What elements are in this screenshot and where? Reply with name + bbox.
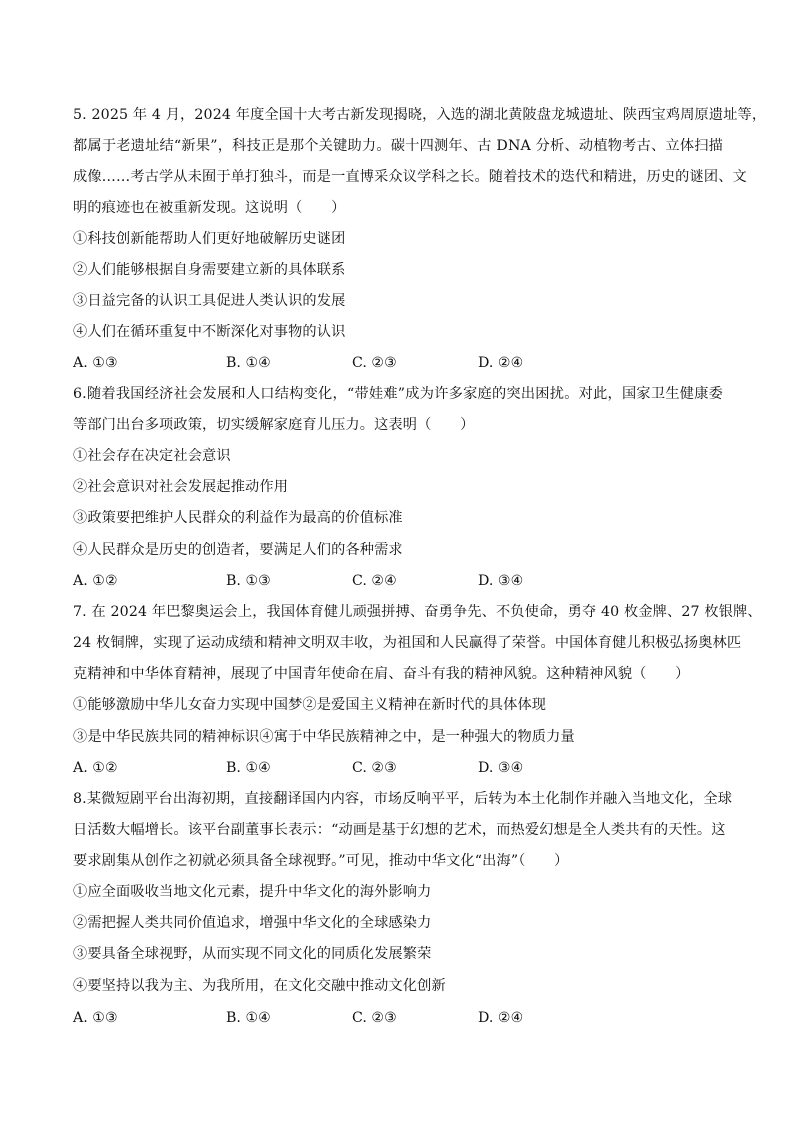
question-stem-line: 要求剧集从创作之初就必须具备全球视野。”可见，推动中华文化“出海”（ ） [73, 853, 569, 869]
option-b[interactable]: B. ①③ [226, 573, 271, 589]
question-stem-line: 7. 在 2024 年巴黎奥运会上，我国体育健儿顽强拼搏、奋勇争先、不负使命，勇夺 40 枚金牌、27 枚银牌、 [73, 604, 762, 620]
question-stem-line: 5. 2025 年 4 月，2024 年度全国十大考古新发现揭晓，入选的湖北黄陂盘龙城遗址、陕西宝鸡周原遗址等， [73, 107, 767, 123]
question-stem-line: 24 枚铜牌，实现了运动成绩和精神文明双丰收，为祖国和人民赢得了荣誉。中国体育健儿积极弘扬奥林匹 [73, 635, 742, 651]
question-stem-line: 日活数大幅增长。该平台副董事长表示：“动画是基于幻想的艺术，而热爱幻想是全人类共有的天性。这 [73, 822, 726, 838]
option-d[interactable]: D. ②④ [478, 355, 524, 371]
option-c[interactable]: C. ②③ [352, 355, 397, 371]
statement: ①科技创新能帮助人们更好地破解历史谜团 [73, 231, 346, 247]
statement: ②人们能够根据自身需要建立新的具体联系 [73, 262, 346, 278]
question-stem-line: 成像……考古学从未囿于单打独斗，而是一直博采众议学科之长。随着技术的迭代和精进，历史的谜团、文 [73, 169, 747, 185]
statement: ③是中华民族共同的精神标识④寓于中华民族精神之中，是一种强大的物质力量 [73, 729, 575, 745]
statement: ①能够激励中华儿女奋力实现中国梦②是爱国主义精神在新时代的具体体现 [73, 697, 547, 713]
option-c[interactable]: C. ②③ [352, 1010, 397, 1026]
option-b[interactable]: B. ①④ [226, 355, 271, 371]
question-stem-line: 等部门出台多项政策，切实缓解家庭育儿压力。这表明（ ） [73, 417, 475, 433]
option-a[interactable]: A. ①② [73, 760, 118, 776]
statement: ③日益完备的认识工具促进人类认识的发展 [73, 293, 346, 309]
question-stem-line: 明的痕迹也在被重新发现。这说明（ ） [73, 200, 346, 216]
option-a[interactable]: A. ①③ [73, 1010, 118, 1026]
statement: ④要坚持以我为主、为我所用，在文化交融中推动文化创新 [73, 978, 446, 994]
statement: ①应全面吸收当地文化元素，提升中华文化的海外影响力 [73, 884, 432, 900]
option-d[interactable]: D. ③④ [478, 573, 524, 589]
option-b[interactable]: B. ①④ [226, 1010, 271, 1026]
question-stem-line: 8.某微短剧平台出海初期，直接翻译国内内容，市场反响平平，后转为本土化制作并融入当地文化，全球 [73, 791, 733, 807]
option-a[interactable]: A. ①② [73, 573, 118, 589]
option-c[interactable]: C. ②④ [352, 573, 397, 589]
question-stem-line: 6.随着我国经济社会发展和人口结构变化，“带娃难”成为许多家庭的突出困扰。对此，国家卫生健康委 [73, 386, 723, 402]
statement: ③政策要把维护人民群众的利益作为最高的价值标准 [73, 510, 403, 526]
question-stem-line: 克精神和中华体育精神，展现了中国青年使命在肩、奋斗有我的精神风貌。这种精神风貌（ ） [73, 666, 690, 682]
statement: ②社会意识对社会发展起推动作用 [73, 479, 289, 495]
option-d[interactable]: D. ③④ [478, 760, 524, 776]
option-b[interactable]: B. ①④ [226, 760, 271, 776]
statement: ④人民群众是历史的创造者，要满足人们的各种需求 [73, 542, 403, 558]
question-stem-line: 都属于老遗址结“新果”，科技正是那个关键助力。碳十四测年、古 DNA 分析、动植物考古、立体扫描 [73, 138, 723, 154]
option-a[interactable]: A. ①③ [73, 355, 118, 371]
statement: ③要具备全球视野，从而实现不同文化的同质化发展繁荣 [73, 946, 432, 962]
option-d[interactable]: D. ②④ [478, 1010, 524, 1026]
statement: ①社会存在决定社会意识 [73, 448, 231, 464]
option-c[interactable]: C. ②③ [352, 760, 397, 776]
statement: ④人们在循环重复中不断深化对事物的认识 [73, 324, 346, 340]
statement: ②需把握人类共同价值追求，增强中华文化的全球感染力 [73, 915, 432, 931]
